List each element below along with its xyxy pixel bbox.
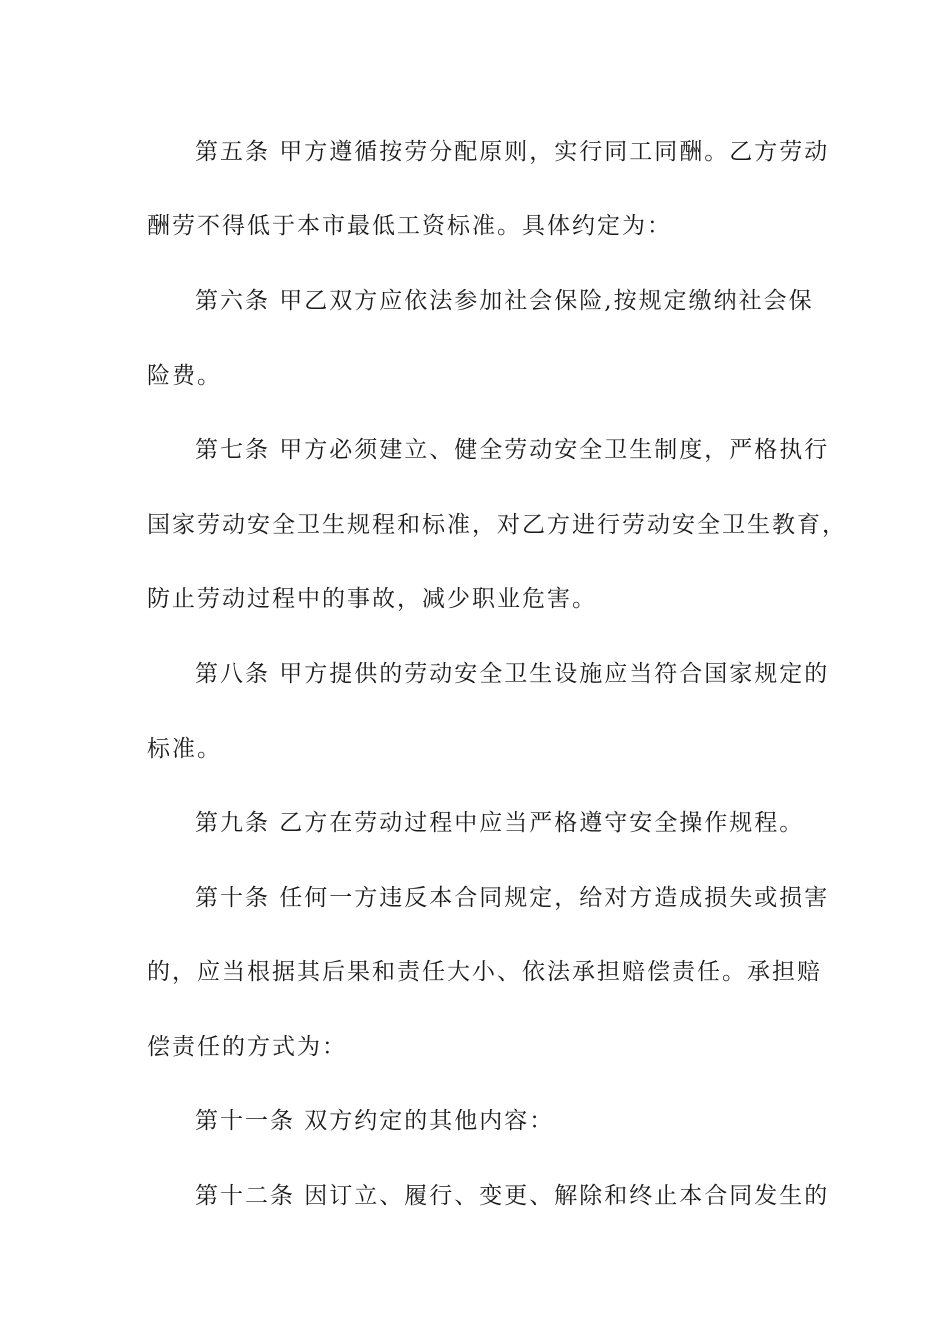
article-10-line-3: 偿责任的方式为： bbox=[147, 1034, 347, 1060]
article-10-line-2: 的，应当根据其后果和责任大小、依法承担赔偿责任。承担赔 bbox=[147, 959, 822, 985]
article-7-line-2: 国家劳动安全卫生规程和标准，对乙方进行劳动安全卫生教育， bbox=[147, 512, 847, 538]
article-8-line-2: 标准。 bbox=[147, 736, 222, 762]
article-11-line-1: 第十一条 双方约定的其他内容： bbox=[195, 1108, 555, 1134]
article-5-line-2: 酬劳不得低于本市最低工资标准。具体约定为： bbox=[147, 213, 672, 239]
article-7-line-1: 第七条 甲方必须建立、健全劳动安全卫生制度，严格执行 bbox=[195, 437, 830, 463]
article-6-line-2: 险费。 bbox=[147, 363, 222, 389]
article-7-line-3: 防止劳动过程中的事故，减少职业危害。 bbox=[147, 586, 597, 612]
article-12-line-1: 第十二条 因订立、履行、变更、解除和终止本合同发生的 bbox=[195, 1183, 830, 1209]
article-9-line-1: 第九条 乙方在劳动过程中应当严格遵守安全操作规程。 bbox=[195, 810, 805, 836]
article-8-line-1: 第八条 甲方提供的劳动安全卫生设施应当符合国家规定的 bbox=[195, 661, 830, 687]
article-5-line-1: 第五条 甲方遵循按劳分配原则，实行同工同酬。乙方劳动 bbox=[195, 139, 830, 165]
article-10-line-1: 第十条 任何一方违反本合同规定，给对方造成损失或损害 bbox=[195, 885, 830, 911]
article-6-line-1: 第六条 甲乙双方应依法参加社会保险,按规定缴纳社会保 bbox=[195, 288, 814, 314]
